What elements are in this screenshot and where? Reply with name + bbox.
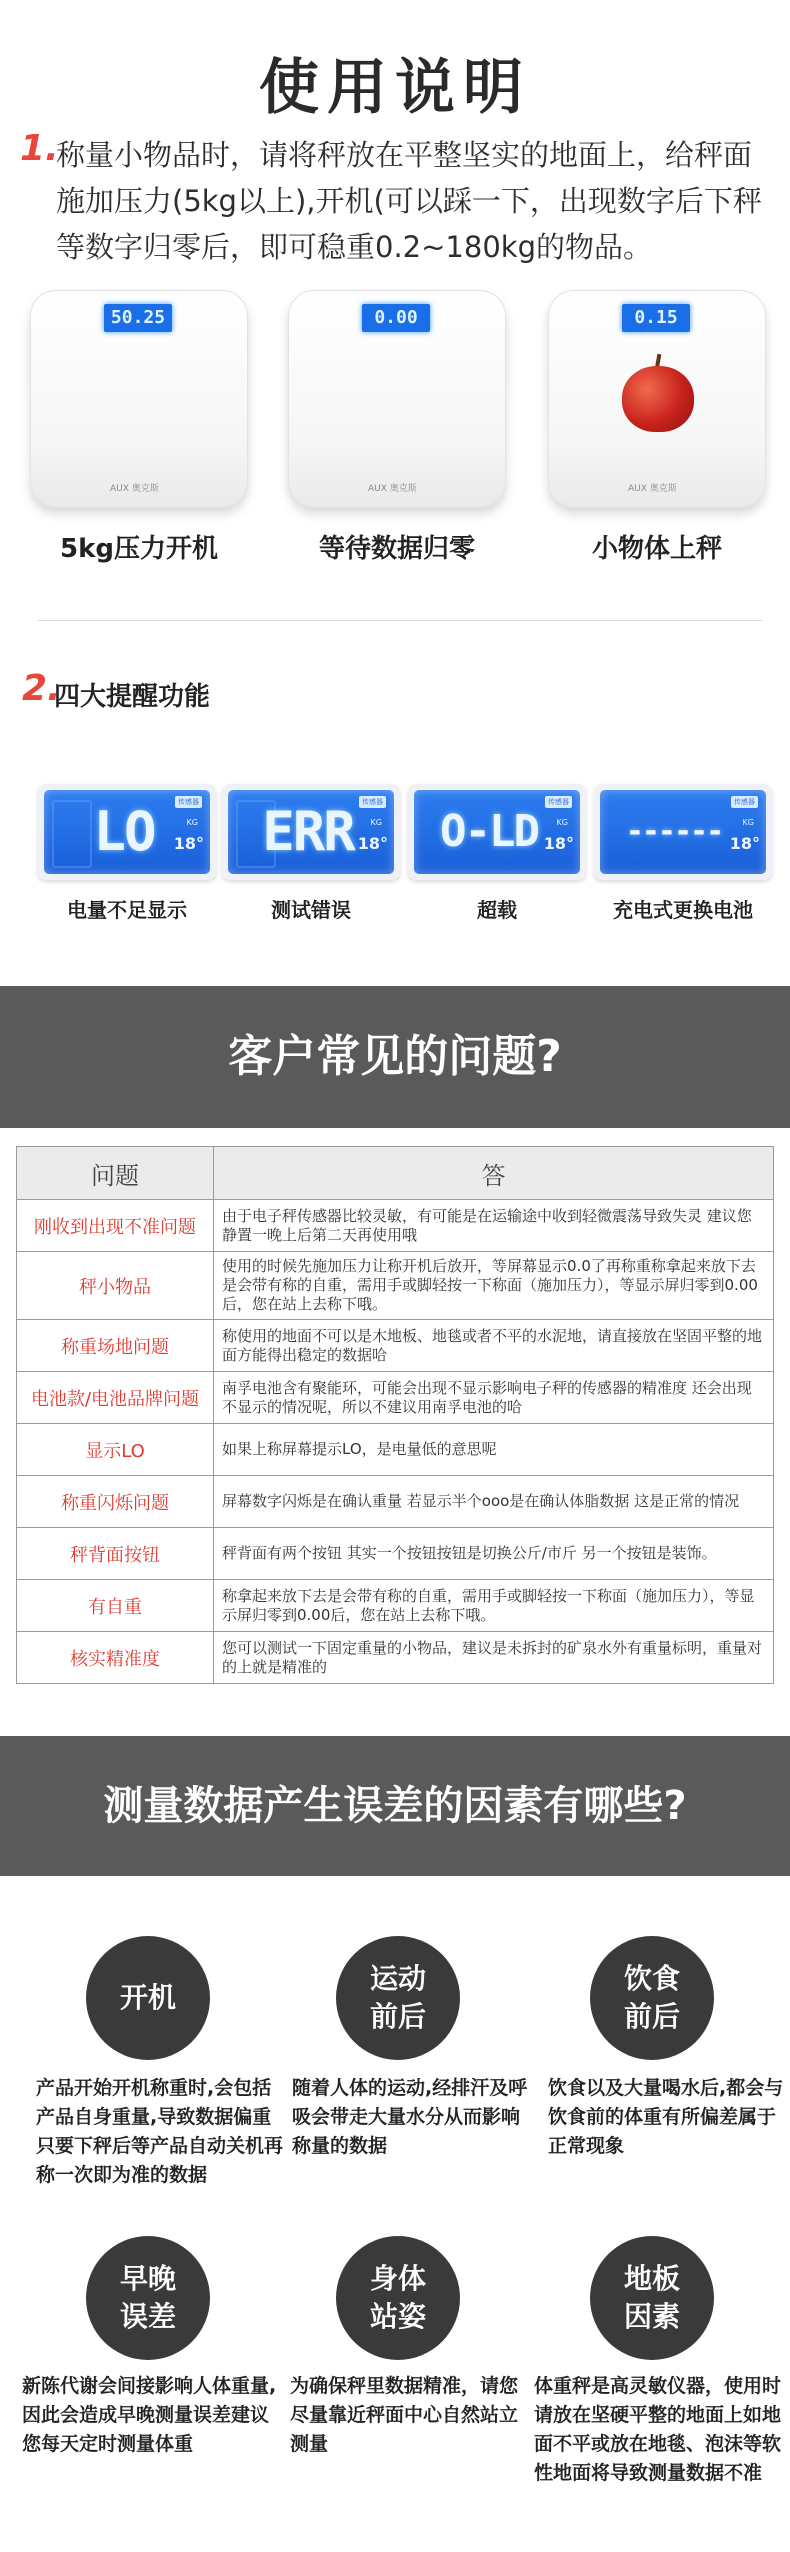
factor-label: 运动 — [369, 1962, 426, 1995]
factors-heading: 测量数据产生误差的因素有哪些? — [0, 1736, 790, 1876]
lcd-text: LO — [93, 800, 155, 863]
lcd-temperature: 18° — [173, 834, 204, 853]
lcd-text: ------ — [625, 814, 723, 849]
scale-display: 0.15 — [622, 304, 690, 332]
faq-question: 显示LO — [17, 1424, 214, 1476]
lcd-unit: KG — [186, 818, 198, 827]
factor-icon-morning-evening — [86, 2236, 210, 2360]
table-row — [17, 1528, 774, 1580]
scale-brand-logo: AUX 奥克斯 — [110, 484, 159, 494]
intro-line: 施加压力(5kg以上),开机(可以踩一下，出现数字后下秤 — [56, 184, 762, 218]
faq-answer: 使用的时候先施加压力让称开机后放开，等屏幕显示0.0了再称重称拿起来放下去是会带有称的自重，需用手或脚轻按一下称面（施加压力），等显示屏归零到0.00后，您在站上去称下哦。 — [214, 1252, 774, 1320]
faq-question: 称重闪烁问题 — [17, 1476, 214, 1528]
scale-image-small-object — [548, 290, 766, 508]
lcd-caption: 测试错误 — [271, 898, 351, 922]
factor-label: 饮食 — [623, 1962, 680, 1995]
lcd-badge: 传感器 — [175, 796, 202, 808]
scale-brand-logo: AUX 奥克斯 — [368, 484, 417, 494]
factor-label: 早晚 — [119, 2262, 176, 2295]
table-row — [17, 1372, 774, 1424]
factor-description: 为确保秤里数据精准，请您尽量靠近秤面中心自然站立测量 — [290, 2375, 519, 2455]
table-row — [17, 1632, 774, 1684]
apple-icon — [622, 366, 694, 432]
factor-label: 前后 — [369, 2000, 426, 2033]
scale-brand-logo: AUX 奥克斯 — [628, 484, 677, 494]
section-divider — [38, 620, 762, 621]
factor-label: 因素 — [623, 2300, 680, 2333]
table-row — [17, 1320, 774, 1372]
faq-answer: 屏幕数字闪烁是在确认重量 若显示半个ooo是在确认体脂数据 这是正常的情况 — [214, 1476, 774, 1528]
faq-answer: 如果上称屏幕提示LO，是电量低的意思呢 — [214, 1424, 774, 1476]
step-number-1: 1. — [20, 128, 59, 169]
lcd-badge: 传感器 — [545, 796, 572, 808]
lcd-display-low-battery — [38, 784, 216, 880]
factor-icon-posture — [336, 2236, 460, 2360]
lcd-caption: 电量不足显示 — [67, 898, 187, 922]
lcd-display-battery-change — [594, 784, 772, 880]
faq-answer: 称使用的地面不可以是木地板、地毯或者不平的水泥地，请直接放在坚固平整的地面方能得出稳定的数据哈 — [214, 1320, 774, 1372]
faq-table — [16, 1146, 774, 1684]
step-number-2: 2. — [22, 668, 61, 709]
lcd-display-overload — [408, 784, 586, 880]
scale-image-zeroing — [288, 290, 506, 508]
faq-question: 秤背面按钮 — [17, 1528, 214, 1580]
scale-caption: 小物体上秤 — [591, 534, 722, 564]
table-header-row — [17, 1147, 774, 1200]
page-title: 使用说明 — [259, 53, 531, 123]
lcd-unit: KG — [556, 818, 568, 827]
scale-display: 0.00 — [362, 304, 430, 332]
table-row — [17, 1200, 774, 1252]
faq-question: 秤小物品 — [17, 1252, 214, 1320]
lcd-temperature: 18° — [543, 834, 574, 853]
faq-answer: 由于电子秤传感器比较灵敏，有可能是在运输途中收到轻微震荡导致失灵 建议您静置一晚上后第二天再使用哦 — [214, 1200, 774, 1252]
scale-image-startup — [30, 290, 248, 508]
factor-icon-diet — [590, 1936, 714, 2060]
lcd-caption: 充电式更换电池 — [613, 898, 753, 922]
factor-label: 站姿 — [369, 2300, 426, 2333]
table-row — [17, 1252, 774, 1320]
factor-icon-floor — [590, 2236, 714, 2360]
faq-answer: 秤背面有两个按钮 其实一个按钮按钮是切换公斤/市斤 另一个按钮是装饰。 — [214, 1528, 774, 1580]
factor-label: 前后 — [623, 2000, 680, 2033]
factor-label: 地板 — [623, 2262, 680, 2295]
factor-description: 随着人体的运动,经排汗及呼吸会带走大量水分从而影响称量的数据 — [292, 2077, 528, 2157]
column-header-answer: 答 — [214, 1147, 774, 1200]
faq-answer: 南孚电池含有聚能环，可能会出现不显示影响电子秤的传感器的精准度 还会出现不显示的情况呢，所以不建议用南孚电池的哈 — [214, 1372, 774, 1424]
reminder-title: 四大提醒功能 — [54, 682, 211, 712]
lcd-text: ERR — [262, 800, 354, 863]
faq-heading: 客户常见的问题? — [0, 986, 790, 1128]
factor-description: 产品开始开机称重时,会包括产品自身重量,导致数据偏重只要下秤后等产品自动关机再称一次即为准的数据 — [36, 2077, 284, 2186]
faq-question: 核实精准度 — [17, 1632, 214, 1684]
scale-caption: 5kg压力开机 — [60, 534, 218, 564]
faq-answer: 称拿起来放下去是会带有称的自重，需用手或脚轻按一下称面（施加压力），等显示屏归零到0.00后，您在站上去称下哦。 — [214, 1580, 774, 1632]
lcd-temperature: 18° — [357, 834, 388, 853]
intro-paragraph — [56, 132, 768, 270]
factor-label: 开机 — [119, 1981, 176, 2014]
lcd-text: O-LD — [440, 806, 538, 857]
factor-description: 饮食以及大量喝水后,都会与饮食前的体重有所偏差属于正常现象 — [548, 2077, 784, 2157]
faq-question: 电池款/电池品牌问题 — [17, 1372, 214, 1424]
scale-display: 50.25 — [104, 304, 172, 332]
faq-answer: 您可以测试一下固定重量的小物品，建议是未拆封的矿泉水外有重量标明，重量对的上就是精准的 — [214, 1632, 774, 1684]
lcd-display-error — [222, 784, 400, 880]
scale-caption: 等待数据归零 — [318, 534, 475, 564]
factor-description: 体重秤是高灵敏仪器，使用时请放在坚硬平整的地面上如地面不平或放在地毯、泡沫等软性地面将导致测量数据不准 — [534, 2375, 782, 2484]
table-row — [17, 1424, 774, 1476]
faq-question: 称重场地问题 — [17, 1320, 214, 1372]
table-row — [17, 1476, 774, 1528]
intro-line: 称量小物品时，请将秤放在平整坚实的地面上，给秤面 — [56, 138, 753, 172]
factor-label: 误差 — [119, 2300, 176, 2333]
faq-question: 有自重 — [17, 1580, 214, 1632]
lcd-badge: 传感器 — [731, 796, 758, 808]
lcd-unit: KG — [742, 818, 754, 827]
factor-icon-power-on — [86, 1936, 210, 2060]
faq-question: 刚收到出现不准问题 — [17, 1200, 214, 1252]
factor-label: 身体 — [369, 2262, 426, 2295]
table-row — [17, 1580, 774, 1632]
lcd-badge: 传感器 — [359, 796, 386, 808]
lcd-temperature: 18° — [729, 834, 760, 853]
intro-line: 等数字归零后，即可稳重0.2~180kg的物品。 — [56, 230, 652, 264]
factor-description: 新陈代谢会间接影响人体重量,因此会造成早晚测量误差建议您每天定时测量体重 — [22, 2375, 277, 2455]
factor-icon-exercise — [336, 1936, 460, 2060]
lcd-unit: KG — [370, 818, 382, 827]
lcd-caption: 超载 — [477, 898, 517, 922]
column-header-question: 问题 — [17, 1147, 214, 1200]
